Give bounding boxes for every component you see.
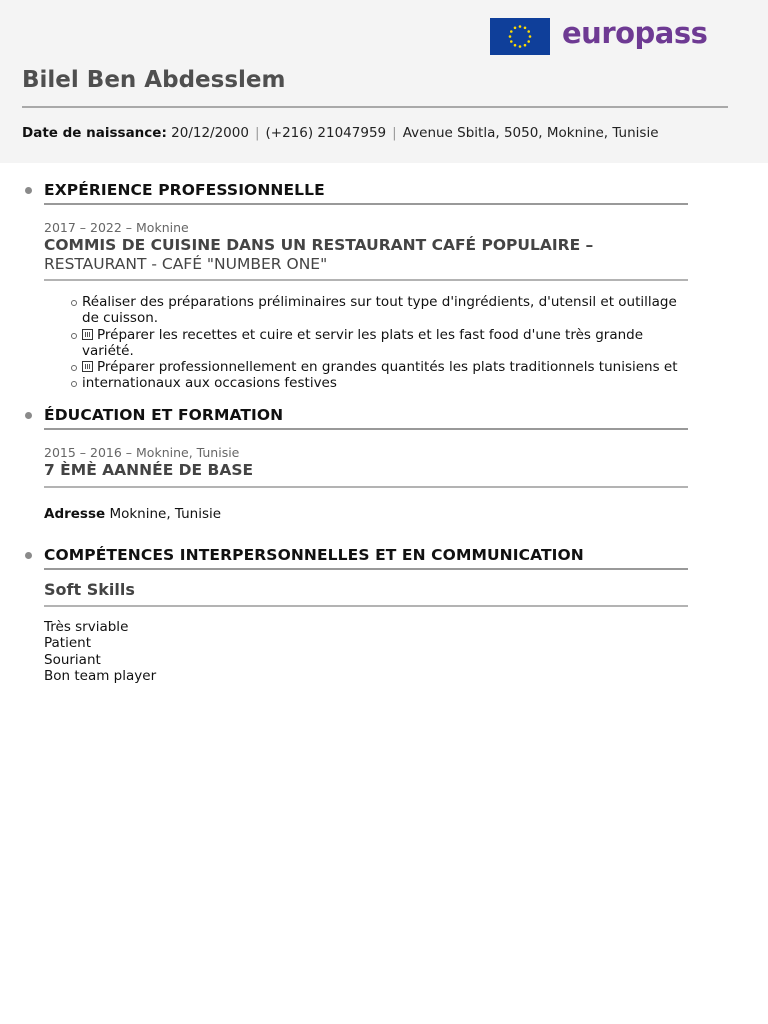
section-education — [44, 405, 688, 522]
section-experience — [44, 180, 688, 392]
education-meta: 2015 – 2016 – Moknine, Tunisie — [44, 445, 240, 460]
contact-line — [22, 125, 659, 141]
job-title-main: COMMIS DE CUISINE DANS UN RESTAURANT CAFÉ POPULAIRE – — [44, 236, 594, 254]
address-label: Adresse — [44, 506, 106, 522]
degree-title — [44, 461, 688, 480]
skills-divider — [44, 605, 688, 607]
job-meta: 2017 – 2022 – Moknine — [44, 220, 189, 235]
list-item — [44, 375, 688, 391]
address-value: Moknine, Tunisie — [109, 506, 222, 522]
employer-name: RESTAURANT - CAFÉ "NUMBER ONE" — [44, 255, 328, 273]
task-text: Préparer les recettes et cuire et servir les plats et les fast food d'une très grande variété. — [82, 326, 644, 359]
list-item: Bon team player — [44, 667, 157, 684]
birth-date-value: 20/12/2000 — [171, 125, 249, 141]
section-bullet-icon — [25, 187, 32, 194]
list-item: Très srviable — [44, 619, 129, 635]
task-list — [44, 294, 688, 392]
unknown-glyph-box-icon — [82, 329, 93, 340]
section-divider — [44, 428, 688, 430]
job-title — [44, 236, 688, 274]
task-text: Préparer professionnellement en grandes quantités les plats traditionnels tunisiens et — [97, 359, 678, 376]
phone-number: (+216) 21047959 — [265, 125, 387, 141]
list-item — [44, 327, 688, 360]
contact-separator: | — [392, 125, 397, 141]
contact-separator: | — [254, 125, 260, 141]
section-title: EXPÉRIENCE PROFESSIONNELLE — [44, 181, 325, 199]
eu-flag-icon — [490, 18, 550, 55]
task-text: Réaliser des préparations préliminaires sur tout type d'ingrédients, d'utensil et outillage de cuisson. — [82, 294, 677, 327]
education-address — [44, 506, 688, 522]
list-item: Patient — [44, 635, 92, 652]
list-item: Souriant — [44, 651, 101, 668]
skills-list — [44, 619, 688, 684]
section-divider — [44, 568, 688, 570]
job-divider — [44, 279, 688, 281]
unknown-glyph-box-icon — [82, 361, 93, 372]
section-divider — [44, 203, 688, 205]
person-name: Bilel Ben Abdesslem — [22, 67, 286, 93]
birth-date-label: Date de naissance: — [22, 125, 167, 141]
degree-divider — [44, 486, 688, 488]
name-divider — [22, 106, 728, 108]
list-item — [44, 359, 688, 375]
skills-subtitle: Soft Skills — [44, 580, 135, 599]
cv-header — [0, 0, 768, 163]
list-item — [44, 294, 688, 327]
section-bullet-icon — [25, 552, 32, 559]
degree-name: 7 ÈMÈ AANNÉE DE BASE — [44, 461, 254, 479]
section-bullet-icon — [25, 412, 32, 419]
section-title: COMPÉTENCES INTERPERSONNELLES ET EN COMMUNICATION — [44, 546, 584, 564]
task-text: internationaux aux occasions festives — [82, 375, 337, 392]
section-title: ÉDUCATION ET FORMATION — [44, 406, 284, 424]
europass-logo: europass — [562, 16, 708, 50]
section-skills — [44, 545, 688, 684]
postal-address: Avenue Sbitla, 5050, Moknine, Tunisie — [402, 125, 659, 141]
